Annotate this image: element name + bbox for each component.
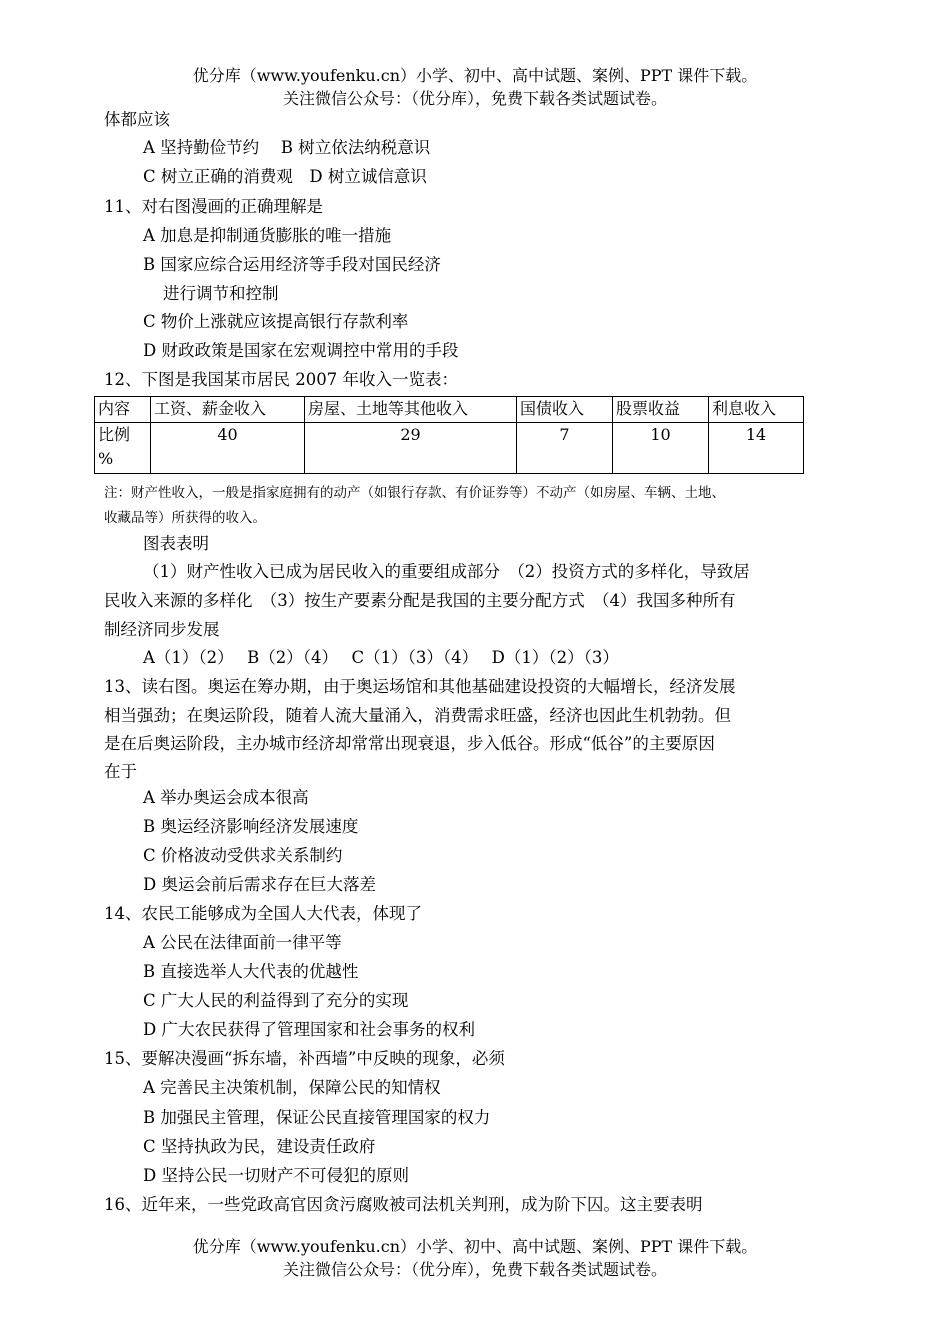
q13-stem-line-1: 13、读右图。奥运在筹办期，由于奥运场馆和其他基础建设投资的大幅增长，经济发展 — [104, 677, 736, 696]
q12-statement-line-1: （1）财产性收入已成为居民收入的重要组成部分 （2）投资方式的多样化，导致居 — [143, 562, 750, 581]
row-label: 比例 — [98, 425, 131, 444]
table-header-cell: 房屋、土地等其他收入 — [305, 397, 517, 423]
table-row — [95, 423, 804, 474]
q13-stem-line-2: 相当强劲；在奥运阶段，随着人流大量涌入，消费需求旺盛，经济也因此生机勃勃。但 — [104, 706, 731, 725]
q13-option-c: C 价格波动受供求关系制约 — [143, 846, 343, 865]
q14-option-a: A 公民在法律面前一律平等 — [143, 933, 342, 952]
q12-lead: 图表表明 — [143, 534, 209, 553]
header-line-2: 关注微信公众号：（优分库），免费下载各类试题试卷。 — [282, 89, 667, 108]
table-header-cell: 内容 — [95, 397, 151, 423]
q13-stem-line-4: 在于 — [104, 762, 137, 781]
header-line-1: 优分库（www.youfenku.cn）小学、初中、高中试题、案例、PPT 课件下载。 — [192, 66, 758, 85]
table-cell: 14 — [709, 423, 804, 474]
q10-options-ab: A 坚持勤俭节约 B 树立依法纳税意识 — [143, 138, 431, 157]
q15-option-b: B 加强民主管理，保证公民直接管理国家的权力 — [143, 1108, 491, 1127]
q11-option-c: C 物价上涨就应该提高银行存款利率 — [143, 312, 409, 331]
q15-option-a: A 完善民主决策机制，保障公民的知情权 — [143, 1078, 441, 1097]
table-header-row — [95, 397, 804, 423]
row-label-cell — [95, 423, 151, 474]
q11-option-b: B 国家应综合运用经济等手段对国民经济 — [143, 255, 441, 274]
table-cell: 10 — [613, 423, 709, 474]
table-cell: 40 — [151, 423, 305, 474]
q10-tail: 体都应该 — [104, 110, 170, 129]
q16-stem: 16、近年来，一些党政高官因贪污腐败被司法机关判刑，成为阶下囚。这主要表明 — [104, 1195, 703, 1214]
table-note-1: 注：财产性收入，一般是指家庭拥有的动产（如银行存款、有价证券等）不动产（如房屋、车辆、土地、 — [104, 485, 725, 501]
footer-line-1: 优分库（www.youfenku.cn）小学、初中、高中试题、案例、PPT 课件下载。 — [192, 1237, 758, 1256]
q12-options: A（1）（2） B（2）（4） C（1）（3）（4） D（1）（2）（3） — [143, 648, 619, 667]
q11-option-a: A 加息是抑制通货膨胀的唯一措施 — [143, 226, 392, 245]
table-header-cell: 利息收入 — [709, 397, 804, 423]
q13-option-b: B 奥运经济影响经济发展速度 — [143, 817, 359, 836]
q15-option-d: D 坚持公民一切财产不可侵犯的原则 — [143, 1166, 409, 1185]
table-header-cell: 国债收入 — [517, 397, 613, 423]
q11-option-d: D 财政政策是国家在宏观调控中常用的手段 — [143, 341, 459, 360]
q14-stem: 14、农民工能够成为全国人大代表，体现了 — [104, 904, 422, 923]
q11-stem: 11、对右图漫画的正确理解是 — [104, 197, 323, 216]
q15-option-c: C 坚持执政为民，建设责任政府 — [143, 1137, 376, 1156]
q15-stem: 15、要解决漫画“拆东墙，补西墙”中反映的现象，必须 — [104, 1049, 505, 1068]
q12-statement-line-2: 民收入来源的多样化 （3）按生产要素分配是我国的主要分配方式 （4）我国多种所有 — [104, 591, 736, 610]
q13-option-d: D 奥运会前后需求存在巨大落差 — [143, 875, 376, 894]
q14-option-d: D 广大农民获得了管理国家和社会事务的权利 — [143, 1020, 475, 1039]
q13-stem-line-3: 是在后奥运阶段，主办城市经济却常常出现衰退，步入低谷。形成“低谷”的主要原因 — [104, 734, 715, 753]
table-note-2: 收藏品等）所获得的收入。 — [104, 510, 266, 526]
q10-options-cd: C 树立正确的消费观 D 树立诚信意识 — [143, 167, 427, 186]
q13-option-a: A 举办奥运会成本很高 — [143, 788, 309, 807]
table-header-cell: 工资、薪金收入 — [151, 397, 305, 423]
q14-option-c: C 广大人民的利益得到了充分的实现 — [143, 991, 409, 1010]
q11-option-b-cont: 进行调节和控制 — [163, 284, 279, 303]
footer-line-2: 关注微信公众号：（优分库），免费下载各类试题试卷。 — [282, 1260, 667, 1279]
income-table — [94, 396, 804, 474]
q12-stem: 12、下图是我国某市居民 2007 年收入一览表： — [104, 370, 458, 389]
table-cell: 29 — [305, 423, 517, 474]
row-label-unit: % — [98, 449, 114, 468]
table-header-cell: 股票收益 — [613, 397, 709, 423]
q14-option-b: B 直接选举人大代表的优越性 — [143, 962, 359, 981]
q12-statement-line-3: 制经济同步发展 — [104, 620, 220, 639]
table-cell: 7 — [517, 423, 613, 474]
